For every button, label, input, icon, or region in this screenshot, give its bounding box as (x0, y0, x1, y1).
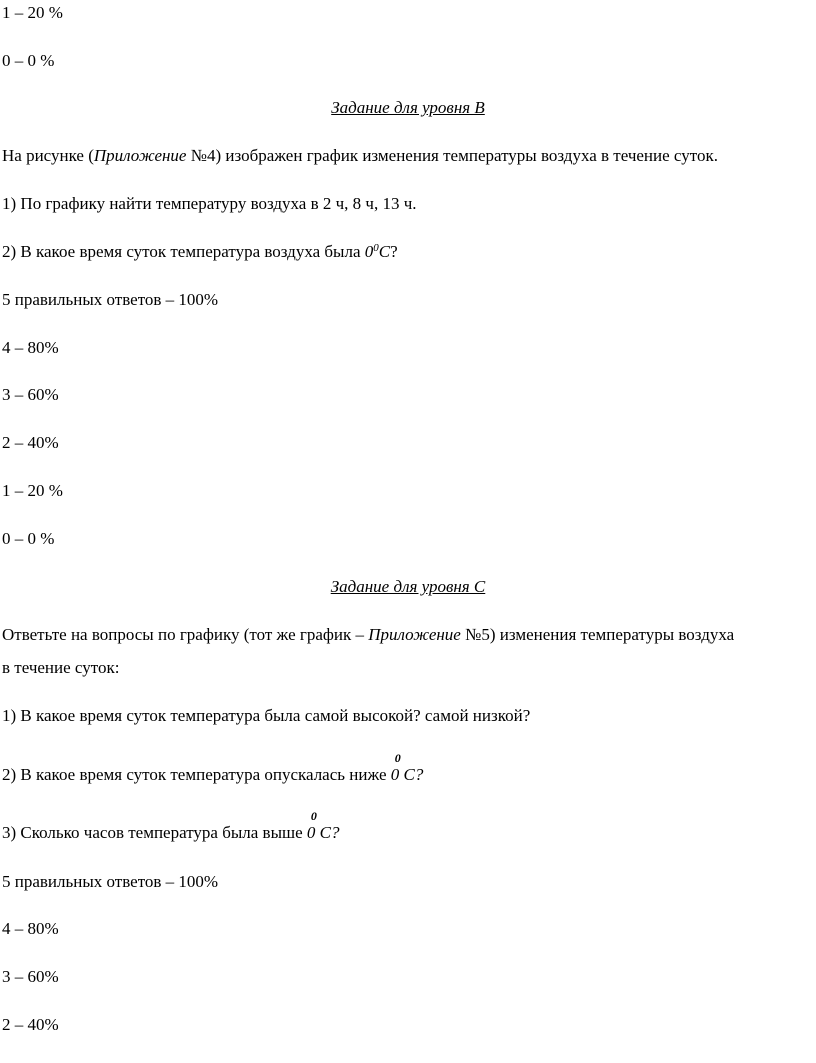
level-c-intro-line-2: в течение суток: (2, 658, 120, 677)
score-line: 1 – 20 % (2, 481, 63, 500)
score-line: 5 правильных ответов – 100% (2, 872, 219, 891)
score-line: 3 – 60% (2, 967, 59, 986)
level-c-question-2: 2) В какое время суток температура опускалась ниже 0 0 C? (2, 751, 424, 784)
level-b-intro: На рисунке (Приложение №4) изображен график изменения температуры воздуха в течение суток. (2, 146, 718, 165)
score-line: 2 – 40% (2, 1015, 59, 1034)
score-line: 5 правильных ответов – 100% (2, 290, 219, 309)
score-line: 4 – 80% (2, 338, 59, 357)
score-line: 1 – 20 % (2, 3, 63, 22)
score-line: 4 – 80% (2, 919, 59, 938)
level-b-question-1: 1) По графику найти температуру воздуха в 2 ч, 8 ч, 13 ч. (2, 194, 417, 213)
level-c-intro: Ответьте на вопросы по графику (тот же график – Приложение №5) изменения температуры воздуха (2, 625, 735, 644)
level-b-heading: Задание для уровня В (331, 98, 485, 117)
score-line: 2 – 40% (2, 433, 59, 452)
level-c-question-1: 1) В какое время суток температура была самой высокой? самой низкой? (2, 706, 531, 725)
level-b-question-2: 2) В какое время суток температура воздуха была $0^0C$? (2, 242, 398, 261)
level-c-heading: Задание для уровня С (330, 577, 486, 596)
level-c-question-3: 3) Сколько часов температура была выше 0 0 C? (2, 809, 340, 842)
score-line: 0 – 0 % (2, 51, 55, 70)
score-line: 0 – 0 % (2, 529, 55, 548)
score-line: 3 – 60% (2, 385, 59, 404)
